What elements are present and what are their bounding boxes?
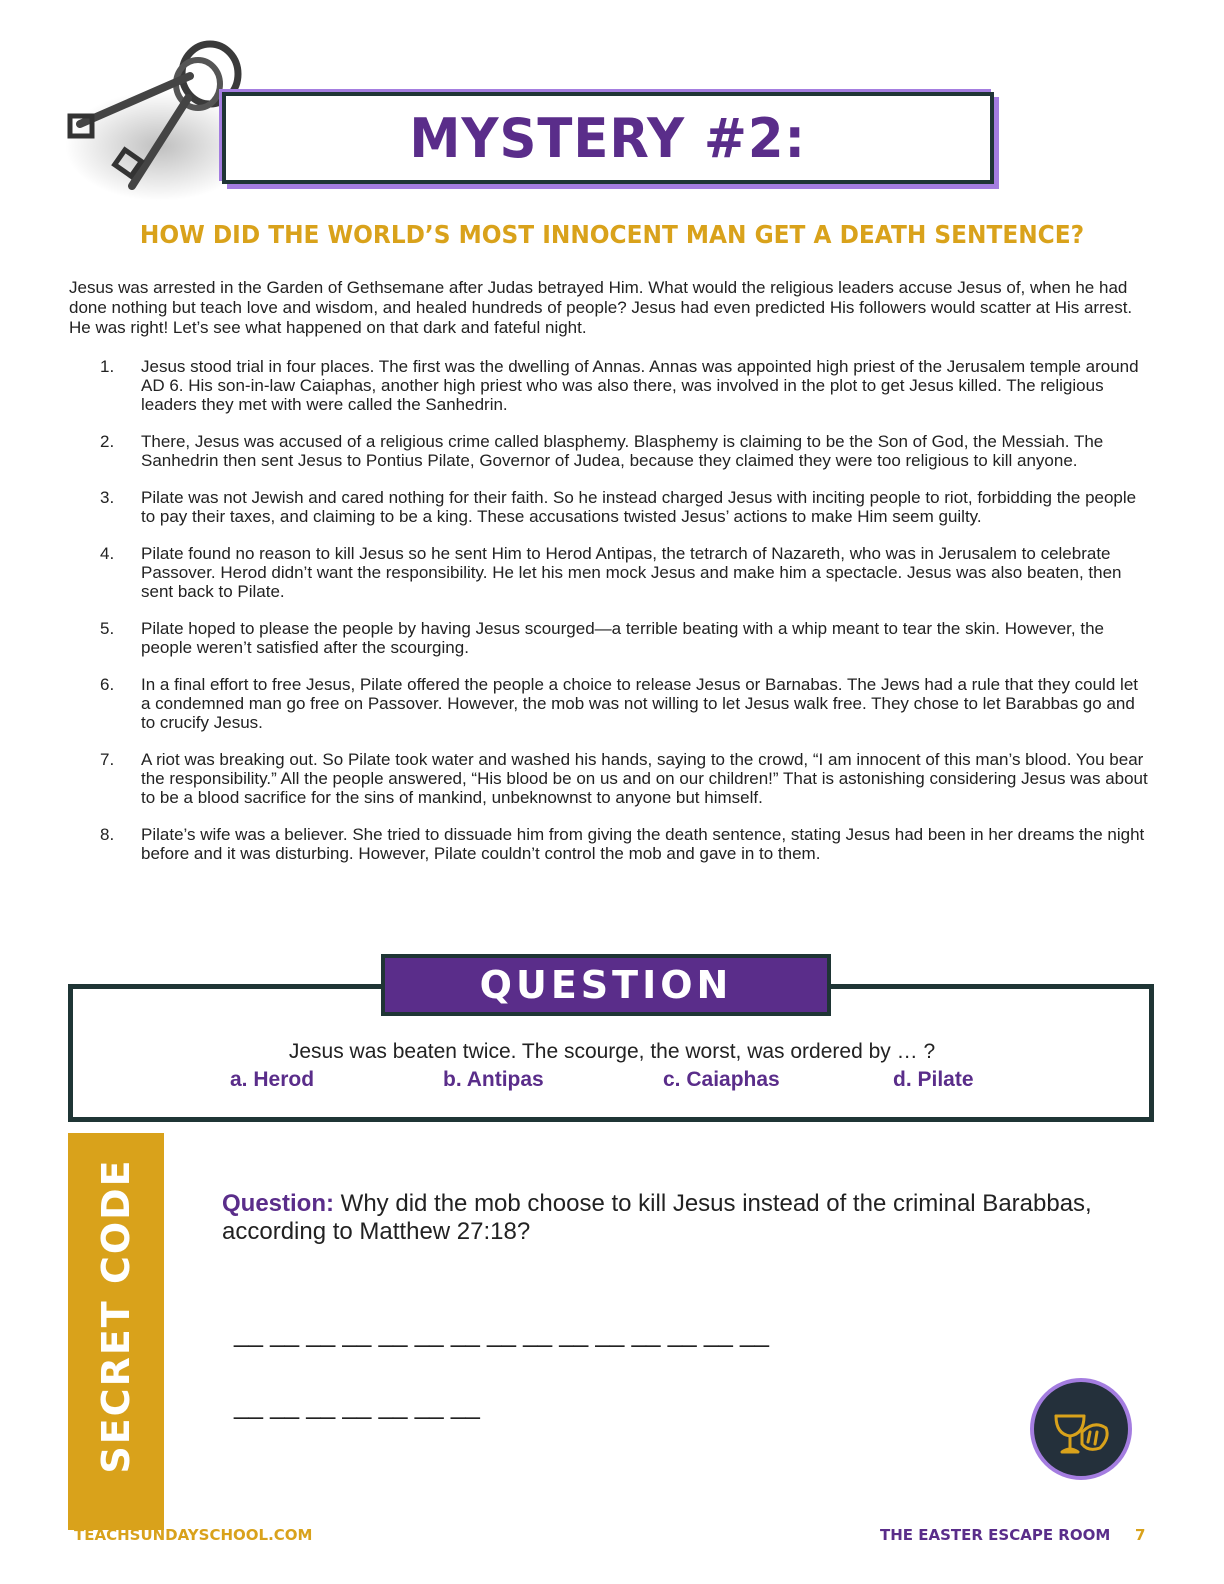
answer-blanks-line-1[interactable]: __ __ __ __ __ __ __ __ __ __ __ __ __ __ __: [234, 1318, 769, 1348]
list-item-text: Pilate’s wife was a believer. She tried to dissuade him from giving the death sentence, stating Jesus had been in her dreams the night before and it was disturbing. However, Pilate couldn’t control the mob and gave in to them.: [141, 825, 1145, 863]
list-item-text: Jesus stood trial in four places. The first was the dwelling of Annas. Annas was appointed high priest of the Jerusalem temple around AD 6. His son-in-law Caiaphas, another high priest who was also there, was involved in the plot to get Jesus killed. The religious leaders they met with were called the Sanhedrin.: [141, 357, 1139, 414]
list-item-number: 5.: [100, 619, 115, 638]
intro-paragraph: Jesus was arrested in the Garden of Gethsemane after Judas betrayed Him. What would the religious leaders accuse Jesus of, when he had done nothing but teach love and wisdom, and healed hundreds of people? Jesus had even predicted His followers would scatter at His arrest. He was right! Let’s see what happened on that dark and fateful night.: [69, 278, 1133, 337]
question-tab-label: QUESTION: [479, 963, 733, 1007]
question-text: Jesus was beaten twice. The scourge, the worst, was ordered by … ?: [288, 1040, 936, 1063]
answer-option-c[interactable]: c. Caiaphas: [663, 1068, 780, 1091]
footer-site: TEACHSUNDAYSCHOOL.COM: [74, 1526, 313, 1544]
page-subtitle: HOW DID THE WORLD’S MOST INNOCENT MAN GET A DEATH SENTENCE?: [139, 220, 1085, 249]
communion-icon-graphic: [1034, 1382, 1128, 1476]
secret-code-label: SECRET CODE: [94, 1158, 138, 1474]
footer-book-title: THE EASTER ESCAPE ROOM: [880, 1526, 1111, 1544]
list-item-number: 1.: [100, 357, 115, 376]
list-item: [100, 825, 1150, 863]
list-item: [100, 750, 1150, 807]
list-item: [100, 432, 1150, 470]
answer-option-b[interactable]: b. Antipas: [443, 1068, 544, 1091]
list-item: [100, 544, 1150, 601]
list-item-number: 7.: [100, 750, 115, 769]
list-item: [100, 675, 1150, 732]
list-item: [100, 619, 1150, 657]
secret-code-question-label: Question:: [222, 1190, 334, 1217]
list-item: [100, 357, 1150, 414]
list-item-number: 8.: [100, 825, 115, 844]
answer-blanks-line-2[interactable]: __ __ __ __ __ __ __: [234, 1390, 480, 1420]
list-item-text: Pilate hoped to please the people by having Jesus scourged—a terrible beating with a whip meant to tear the skin. However, the people weren’t satisfied after the scourging.: [141, 619, 1104, 657]
list-item-number: 2.: [100, 432, 115, 451]
list-item-text: In a final effort to free Jesus, Pilate offered the people a choice to release Jesus or Barnabas. The Jews had a rule that they could let a condemned man go free on Passover. However, the mob was not willing to let Jesus walk free. They chose to let Barabbas go and to crucify Jesus.: [141, 675, 1138, 732]
question-tab: [381, 954, 831, 1016]
list-item-number: 6.: [100, 675, 115, 694]
list-item: [100, 488, 1150, 526]
list-item-text: A riot was breaking out. So Pilate took water and washed his hands, saying to the crowd, “I am innocent of this man’s blood. You bear the responsibility.” All the people answered, “His blood be on us and on our children!” That is astonishing considering Jesus was about to be a blood sacrifice for the sins of mankind, unbeknownst to anyone but himself.: [141, 750, 1148, 807]
footer-page-number: 7: [1135, 1526, 1146, 1544]
list-item-text: Pilate found no reason to kill Jesus so he sent Him to Herod Antipas, the tetrarch of Nazareth, who was in Jerusalem to celebrate Passover. Herod didn’t want the responsibility. He let his men mock Jesus and make him a spectacle. Jesus was also beaten, then sent back to Pilate.: [141, 544, 1122, 601]
list-item-number: 4.: [100, 544, 115, 563]
communion-cup-bread-icon: [1030, 1378, 1132, 1480]
list-item-number: 3.: [100, 488, 115, 507]
list-item-text: Pilate was not Jewish and cared nothing for their faith. So he instead charged Jesus with inciting people to riot, forbidding the people to pay their taxes, and claiming to be a king. These accusations twisted Jesus’ actions to make Him seem guilty.: [141, 488, 1137, 526]
answer-option-a[interactable]: a. Herod: [230, 1068, 315, 1091]
steps-list: [100, 357, 1150, 881]
list-item-text: There, Jesus was accused of a religious crime called blasphemy. Blasphemy is claiming to be the Son of God, the Messiah. The Sanhedrin then sent Jesus to Pontius Pilate, Governor of Judea, because they claimed they were too religious to kill anyone.: [141, 432, 1104, 470]
answer-option-d[interactable]: d. Pilate: [893, 1068, 974, 1091]
page-title: MYSTERY #2:: [409, 106, 807, 170]
secret-code-question: [222, 1190, 1102, 1246]
title-banner: [222, 92, 994, 184]
secret-code-question-text: Why did the mob choose to kill Jesus instead of the criminal Barabbas, according to Matthew 27:18?: [222, 1190, 1092, 1245]
